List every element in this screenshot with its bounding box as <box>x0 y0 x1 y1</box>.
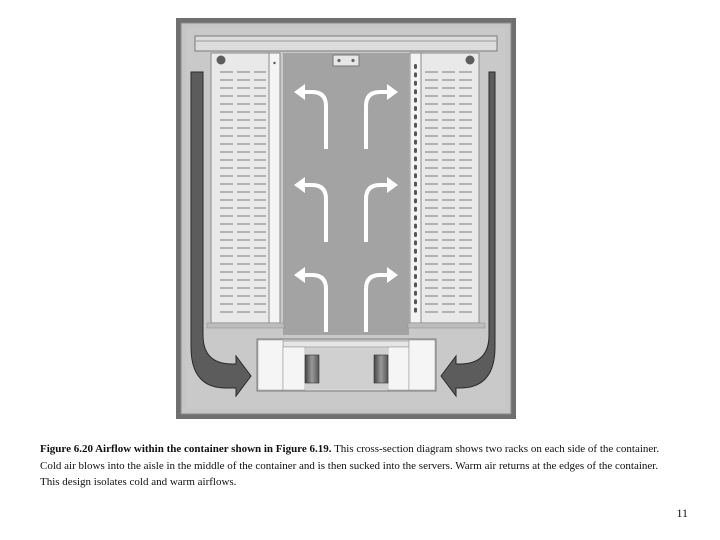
left-server-rack <box>211 53 269 323</box>
left-fan <box>305 355 319 383</box>
top-beam <box>195 36 497 51</box>
caption-text: This cross-section diagram shows two racks on each side of the container. Cold air blows into the aisle in the middle of the container and is then sucked into the servers. Warm air returns at the edges of the container. This design isolates cold and warm airflows. <box>40 443 660 488</box>
aisle-vent <box>333 55 359 66</box>
left-rack-rail <box>269 53 280 323</box>
blower-unit <box>257 339 436 391</box>
right-server-rack <box>421 53 479 323</box>
page-number: 11 <box>676 506 688 520</box>
right-fan <box>374 355 388 383</box>
figure-caption <box>40 441 680 491</box>
caption-label: Figure 6.20 Airflow within the container shown in Figure 6.19. <box>40 443 332 455</box>
right-rack-rail <box>410 53 421 323</box>
